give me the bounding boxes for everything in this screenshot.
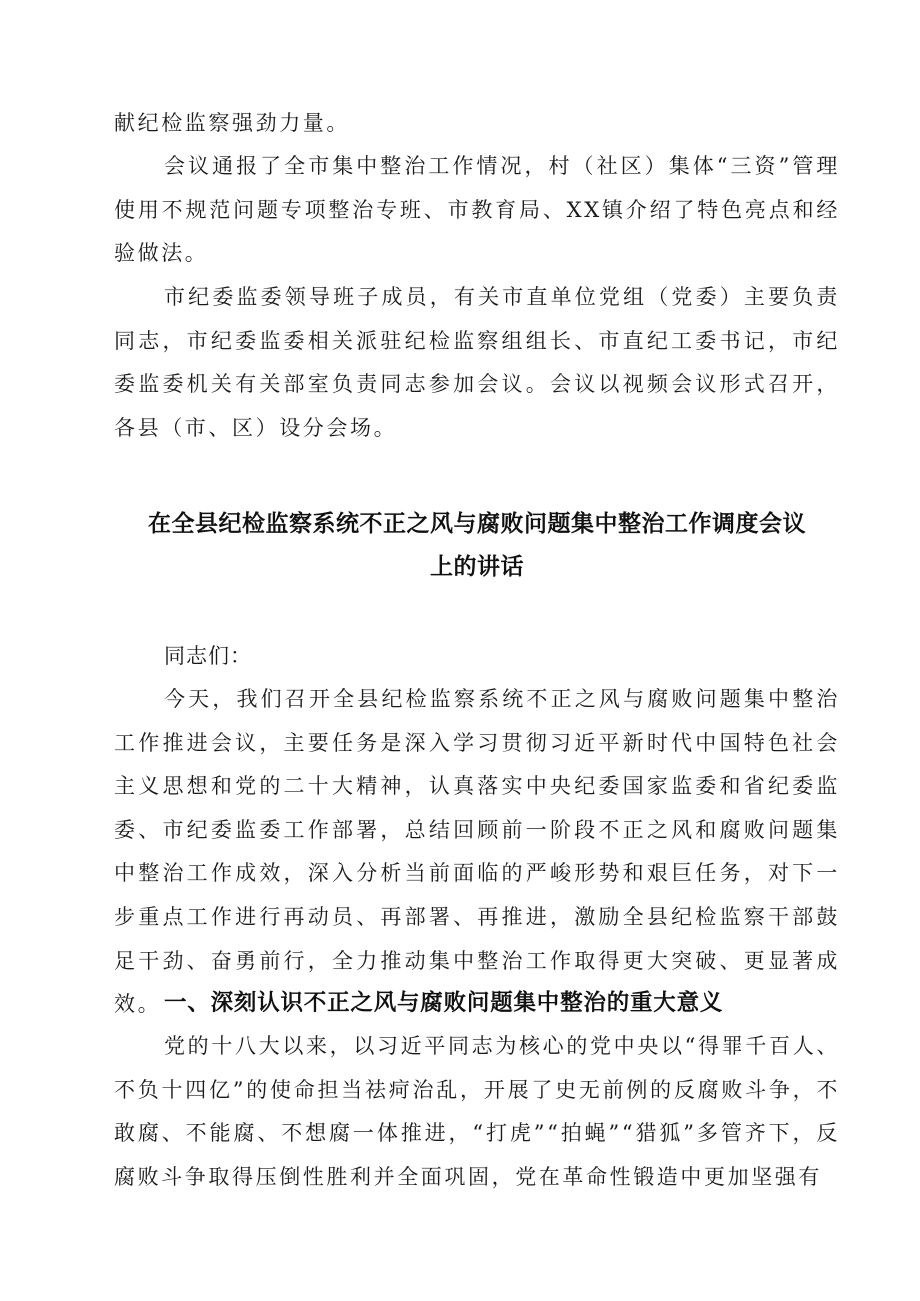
- paragraph-section-1: 党的十八大以来，以习近平同志为核心的党中央以“得罪千百人、不负十四亿”的使命担当祛疴治乱，开展了史无前例的反腐败斗争，不敢腐、不能腐、不想腐一体推进，“打虎”“拍蝇”“猎狐”多管齐下，反腐败斗争取得压倒性胜利并全面巩固，党在革命性锻造中更加坚强有: [114, 1034, 840, 1189]
- speech-title-line-1: 在全县纪检监察系统不正之风与腐败问题集中整治工作调度会议: [148, 511, 806, 537]
- paragraph-opening: 今天，我们召开全县纪检监察系统不正之风与腐败问题集中整治工作推进会议，主要任务是深入学习贯彻习近平新时代中国特色社会主义思想和党的二十大精神，认真落实中央纪委国家监委和省纪委监委、市纪委监委工作部署，总结回顾前一阶段不正之风和腐败问题集中整治工作成效，深入分析当前面临的严峻形势和艰巨任务，对下一步重点工作进行再动员、再部署、再推进，激励全县纪检监察干部鼓足干劲、奋勇前行，全力推动集中整治工作取得更大突破、更显著成效。: [114, 687, 840, 1017]
- paragraph-continuation: 献纪检监察强劲力量。: [114, 111, 350, 135]
- salutation: 同志们：: [164, 644, 252, 668]
- paragraph-attendees: 市纪委监委领导班子成员，有关市直单位党组（党委）主要负责同志，市纪委监委相关派驻纪检监察组组长、市直纪工委书记，市纪委监委机关有关部室负责同志参加会议。会议以视频会议形式召开，各县（市、区）设分会场。: [114, 285, 840, 440]
- speech-title-line-2: 上的讲话: [430, 554, 524, 580]
- paragraph-meeting-report: 会议通报了全市集中整治工作情况，村（社区）集体“三资”管理使用不规范问题专项整治专班、市教育局、XX镇介绍了特色亮点和经验做法。: [114, 154, 840, 266]
- section-heading-1: 一、深刻认识不正之风与腐败问题集中整治的重大意义: [164, 990, 724, 1016]
